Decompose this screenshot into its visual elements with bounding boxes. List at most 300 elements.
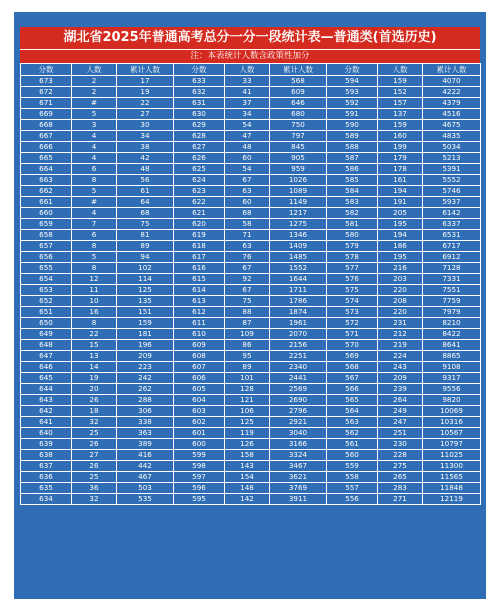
table-cell: 587: [327, 153, 378, 164]
table-cell: 1089: [270, 186, 327, 197]
table-cell: 667: [21, 131, 72, 142]
table-cell: 1149: [270, 197, 327, 208]
table-cell: 4516: [423, 109, 481, 120]
table-cell: 594: [327, 76, 378, 87]
table-cell: 572: [327, 318, 378, 329]
table-cell: 569: [327, 351, 378, 362]
table-row: [21, 461, 481, 472]
table-cell: 442: [117, 461, 174, 472]
table-cell: 86: [225, 340, 270, 351]
column-header: 累计人数: [117, 64, 174, 76]
table-cell: 3467: [270, 461, 327, 472]
table-cell: 646: [21, 362, 72, 373]
table-cell: 8: [72, 263, 117, 274]
table-cell: 230: [378, 439, 423, 450]
table-cell: 641: [21, 417, 72, 428]
table-cell: 151: [117, 307, 174, 318]
table-row: [21, 340, 481, 351]
table-cell: 680: [270, 109, 327, 120]
table-cell: 629: [174, 120, 225, 131]
table-cell: 593: [327, 87, 378, 98]
table-cell: 9820: [423, 395, 481, 406]
table-cell: 627: [174, 142, 225, 153]
table-row: [21, 307, 481, 318]
table-row: [21, 219, 481, 230]
table-cell: 6337: [423, 219, 481, 230]
table-cell: 48: [117, 164, 174, 175]
table-cell: 4: [72, 208, 117, 219]
table-cell: 89: [117, 241, 174, 252]
table-cell: 5: [72, 186, 117, 197]
table-cell: 92: [225, 274, 270, 285]
table-cell: 622: [174, 197, 225, 208]
table-cell: 7551: [423, 285, 481, 296]
table-cell: 656: [21, 252, 72, 263]
table-cell: 54: [225, 164, 270, 175]
table-cell: 1346: [270, 230, 327, 241]
table-cell: 157: [378, 98, 423, 109]
table-cell: 646: [270, 98, 327, 109]
table-row: [21, 384, 481, 395]
table-cell: 26: [72, 461, 117, 472]
table-cell: 48: [225, 142, 270, 153]
column-header: 人数: [378, 64, 423, 76]
table-cell: 585: [327, 175, 378, 186]
table-cell: 54: [225, 120, 270, 131]
table-cell: 4222: [423, 87, 481, 98]
table-cell: 159: [378, 120, 423, 131]
table-cell: 566: [327, 384, 378, 395]
table-cell: 2690: [270, 395, 327, 406]
table-cell: 265: [378, 472, 423, 483]
table-cell: 25: [72, 428, 117, 439]
table-cell: 1961: [270, 318, 327, 329]
table-cell: 12: [72, 274, 117, 285]
table-cell: 557: [327, 483, 378, 494]
table-cell: 179: [378, 153, 423, 164]
table-cell: 5937: [423, 197, 481, 208]
table-cell: 2796: [270, 406, 327, 417]
table-cell: 10797: [423, 439, 481, 450]
table-cell: 609: [174, 340, 225, 351]
table-cell: 597: [174, 472, 225, 483]
table-cell: 1874: [270, 307, 327, 318]
table-cell: 9108: [423, 362, 481, 373]
table-cell: 630: [174, 109, 225, 120]
table-cell: 1552: [270, 263, 327, 274]
table-cell: 598: [174, 461, 225, 472]
table-cell: 67: [225, 175, 270, 186]
table-cell: 338: [117, 417, 174, 428]
table-cell: 664: [21, 164, 72, 175]
table-cell: 251: [378, 428, 423, 439]
table-cell: 416: [117, 450, 174, 461]
table-cell: 159: [117, 318, 174, 329]
table-row: [21, 87, 481, 98]
table-cell: 154: [225, 472, 270, 483]
table-cell: 7979: [423, 307, 481, 318]
table-cell: 635: [21, 483, 72, 494]
table-cell: 60: [225, 197, 270, 208]
table-cell: 652: [21, 296, 72, 307]
column-header: 累计人数: [270, 64, 327, 76]
table-cell: 2: [72, 76, 117, 87]
table-cell: 283: [378, 483, 423, 494]
table-cell: 143: [225, 461, 270, 472]
table-cell: 615: [174, 274, 225, 285]
table-cell: 608: [174, 351, 225, 362]
table-cell: 633: [174, 76, 225, 87]
table-cell: 565: [327, 395, 378, 406]
table-cell: 109: [225, 329, 270, 340]
table-cell: 75: [117, 219, 174, 230]
table-cell: 671: [21, 98, 72, 109]
table-cell: 18: [72, 406, 117, 417]
table-cell: 556: [327, 494, 378, 505]
column-header: 人数: [225, 64, 270, 76]
table-cell: 81: [117, 230, 174, 241]
table-cell: 613: [174, 296, 225, 307]
table-cell: 137: [378, 109, 423, 120]
table-row: [21, 318, 481, 329]
table-row: [21, 274, 481, 285]
table-row: [21, 285, 481, 296]
table-cell: 11300: [423, 461, 481, 472]
table-cell: 264: [378, 395, 423, 406]
table-cell: 3166: [270, 439, 327, 450]
table-cell: 60: [225, 153, 270, 164]
table-cell: 389: [117, 439, 174, 450]
table-cell: 5746: [423, 186, 481, 197]
table-row: [21, 98, 481, 109]
table-cell: 618: [174, 241, 225, 252]
table-cell: 616: [174, 263, 225, 274]
table-cell: 1711: [270, 285, 327, 296]
table-cell: 576: [327, 274, 378, 285]
table-cell: 657: [21, 241, 72, 252]
table-cell: 114: [117, 274, 174, 285]
table-cell: 88: [225, 307, 270, 318]
table-cell: 27: [72, 450, 117, 461]
table-cell: 288: [117, 395, 174, 406]
table-cell: 208: [378, 296, 423, 307]
table-cell: 561: [327, 439, 378, 450]
table-cell: 125: [225, 417, 270, 428]
table-cell: 620: [174, 219, 225, 230]
table-cell: 3324: [270, 450, 327, 461]
table-row: [21, 395, 481, 406]
table-cell: 2: [72, 87, 117, 98]
table-cell: 610: [174, 329, 225, 340]
table-cell: 673: [21, 76, 72, 87]
table-cell: 135: [117, 296, 174, 307]
table-cell: 626: [174, 153, 225, 164]
table-row: [21, 439, 481, 450]
table-cell: 660: [21, 208, 72, 219]
table-cell: 584: [327, 186, 378, 197]
table-cell: 36: [72, 483, 117, 494]
table-cell: 604: [174, 395, 225, 406]
table-cell: 262: [117, 384, 174, 395]
table-cell: 75: [225, 296, 270, 307]
table-cell: 577: [327, 263, 378, 274]
table-cell: 4675: [423, 120, 481, 131]
table-cell: 63: [225, 241, 270, 252]
table-cell: 640: [21, 428, 72, 439]
table-row: [21, 76, 481, 87]
table-cell: 119: [225, 428, 270, 439]
table-cell: 642: [21, 406, 72, 417]
table-cell: 579: [327, 241, 378, 252]
table-cell: 363: [117, 428, 174, 439]
table-cell: 624: [174, 175, 225, 186]
table-cell: 7128: [423, 263, 481, 274]
table-row: [21, 241, 481, 252]
table-cell: 5213: [423, 153, 481, 164]
table-cell: 631: [174, 98, 225, 109]
table-cell: 212: [378, 329, 423, 340]
table-row: [21, 450, 481, 461]
table-cell: 583: [327, 197, 378, 208]
table-cell: 71: [225, 230, 270, 241]
table-cell: 68: [117, 208, 174, 219]
table-cell: 178: [378, 164, 423, 175]
table-row: [21, 373, 481, 384]
table-cell: 668: [21, 120, 72, 131]
table-row: [21, 351, 481, 362]
table-cell: 659: [21, 219, 72, 230]
table-cell: 223: [117, 362, 174, 373]
table-cell: 106: [225, 406, 270, 417]
table-cell: 22: [72, 329, 117, 340]
table-cell: #: [72, 197, 117, 208]
table-cell: 41: [225, 87, 270, 98]
table-cell: 8: [72, 241, 117, 252]
table-cell: 7: [72, 219, 117, 230]
table-cell: 2441: [270, 373, 327, 384]
table-cell: 589: [327, 131, 378, 142]
table-cell: 220: [378, 285, 423, 296]
table-cell: 16: [72, 307, 117, 318]
table-note: 注：本表统计人数含政策性加分: [20, 49, 480, 63]
table-cell: 231: [378, 318, 423, 329]
table-cell: 220: [378, 307, 423, 318]
table-cell: 591: [327, 109, 378, 120]
table-cell: 647: [21, 351, 72, 362]
table-cell: 14: [72, 362, 117, 373]
table-cell: 638: [21, 450, 72, 461]
table-cell: #: [72, 98, 117, 109]
table-row: [21, 362, 481, 373]
table-cell: 34: [117, 131, 174, 142]
table-cell: 6: [72, 164, 117, 175]
table-cell: 559: [327, 461, 378, 472]
table-cell: 13: [72, 351, 117, 362]
table-row: [21, 252, 481, 263]
table-cell: 27: [117, 109, 174, 120]
table-cell: 632: [174, 87, 225, 98]
table-cell: 535: [117, 494, 174, 505]
table-cell: 306: [117, 406, 174, 417]
column-header: 分数: [327, 64, 378, 76]
table-cell: 8210: [423, 318, 481, 329]
table-cell: 503: [117, 483, 174, 494]
table-cell: 5: [72, 252, 117, 263]
table-cell: 17: [117, 76, 174, 87]
table-cell: 42: [117, 153, 174, 164]
table-cell: 10: [72, 296, 117, 307]
table-cell: 61: [117, 186, 174, 197]
table-cell: 669: [21, 109, 72, 120]
table-cell: 2251: [270, 351, 327, 362]
table-cell: 1786: [270, 296, 327, 307]
table-cell: 19: [72, 373, 117, 384]
table-cell: 32: [72, 417, 117, 428]
table-cell: 159: [378, 76, 423, 87]
table-cell: 10567: [423, 428, 481, 439]
score-table-sheet: [20, 27, 480, 505]
table-cell: 651: [21, 307, 72, 318]
table-cell: 750: [270, 120, 327, 131]
table-cell: 6: [72, 230, 117, 241]
table-cell: 228: [378, 450, 423, 461]
table-cell: 4: [72, 153, 117, 164]
table-cell: 102: [117, 263, 174, 274]
table-cell: 94: [117, 252, 174, 263]
table-cell: 101: [225, 373, 270, 384]
table-cell: 8: [72, 175, 117, 186]
column-header: 人数: [72, 64, 117, 76]
table-cell: 1409: [270, 241, 327, 252]
table-cell: 605: [174, 384, 225, 395]
table-cell: 2569: [270, 384, 327, 395]
table-cell: 271: [378, 494, 423, 505]
column-header: 累计人数: [423, 64, 481, 76]
table-cell: 67: [225, 263, 270, 274]
table-cell: 11: [72, 285, 117, 296]
table-cell: 11565: [423, 472, 481, 483]
table-cell: 7331: [423, 274, 481, 285]
table-cell: 63: [225, 186, 270, 197]
table-cell: 649: [21, 329, 72, 340]
table-cell: 196: [117, 340, 174, 351]
table-cell: 195: [378, 252, 423, 263]
table-cell: 2340: [270, 362, 327, 373]
table-cell: 2156: [270, 340, 327, 351]
table-cell: 160: [378, 131, 423, 142]
table-cell: 125: [117, 285, 174, 296]
table-row: [21, 175, 481, 186]
table-cell: 8422: [423, 329, 481, 340]
table-cell: 186: [378, 241, 423, 252]
table-cell: 8641: [423, 340, 481, 351]
table-cell: 614: [174, 285, 225, 296]
table-row: [21, 483, 481, 494]
table-cell: 95: [225, 351, 270, 362]
table-cell: 12119: [423, 494, 481, 505]
table-cell: 26: [72, 439, 117, 450]
table-cell: 582: [327, 208, 378, 219]
table-cell: 58: [225, 219, 270, 230]
column-header: 分数: [21, 64, 72, 76]
table-cell: 596: [174, 483, 225, 494]
table-cell: 628: [174, 131, 225, 142]
table-row: [21, 263, 481, 274]
table-row: [21, 164, 481, 175]
table-cell: 30: [117, 120, 174, 131]
table-cell: 205: [378, 208, 423, 219]
header-row: [21, 64, 481, 76]
table-row: [21, 197, 481, 208]
table-cell: 8: [72, 318, 117, 329]
table-cell: 575: [327, 285, 378, 296]
table-cell: 636: [21, 472, 72, 483]
table-cell: 600: [174, 439, 225, 450]
table-cell: 56: [117, 175, 174, 186]
table-cell: 606: [174, 373, 225, 384]
table-cell: 612: [174, 307, 225, 318]
table-cell: 621: [174, 208, 225, 219]
table-cell: 560: [327, 450, 378, 461]
table-cell: 2070: [270, 329, 327, 340]
table-cell: 617: [174, 252, 225, 263]
table-cell: 663: [21, 175, 72, 186]
table-cell: 5034: [423, 142, 481, 153]
table-cell: 68: [225, 208, 270, 219]
table-row: [21, 109, 481, 120]
table-cell: 209: [117, 351, 174, 362]
table-cell: 648: [21, 340, 72, 351]
table-cell: 194: [378, 230, 423, 241]
table-cell: 247: [378, 417, 423, 428]
table-cell: 666: [21, 142, 72, 153]
table-cell: 602: [174, 417, 225, 428]
table-cell: 128: [225, 384, 270, 395]
table-cell: 573: [327, 307, 378, 318]
table-cell: 194: [378, 186, 423, 197]
table-cell: 121: [225, 395, 270, 406]
table-cell: 152: [378, 87, 423, 98]
table-cell: 607: [174, 362, 225, 373]
table-cell: 581: [327, 219, 378, 230]
table-cell: 3769: [270, 483, 327, 494]
table-cell: 37: [225, 98, 270, 109]
table-cell: 1217: [270, 208, 327, 219]
table-row: [21, 208, 481, 219]
table-cell: 4379: [423, 98, 481, 109]
table-cell: 568: [270, 76, 327, 87]
table-cell: 1026: [270, 175, 327, 186]
table-cell: 6717: [423, 241, 481, 252]
table-cell: 242: [117, 373, 174, 384]
table-cell: 4: [72, 142, 117, 153]
table-cell: 209: [378, 373, 423, 384]
table-cell: 4070: [423, 76, 481, 87]
table-cell: 158: [225, 450, 270, 461]
table-cell: 26: [72, 395, 117, 406]
table-row: [21, 153, 481, 164]
table-cell: 249: [378, 406, 423, 417]
table-row: [21, 186, 481, 197]
table-cell: 654: [21, 274, 72, 285]
table-cell: 47: [225, 131, 270, 142]
table-cell: 568: [327, 362, 378, 373]
table-cell: 10316: [423, 417, 481, 428]
table-row: [21, 494, 481, 505]
table-cell: 161: [378, 175, 423, 186]
table-title: 湖北省2025年普通高考总分一分一段统计表—普通类(首选历史): [20, 27, 480, 49]
table-cell: 564: [327, 406, 378, 417]
